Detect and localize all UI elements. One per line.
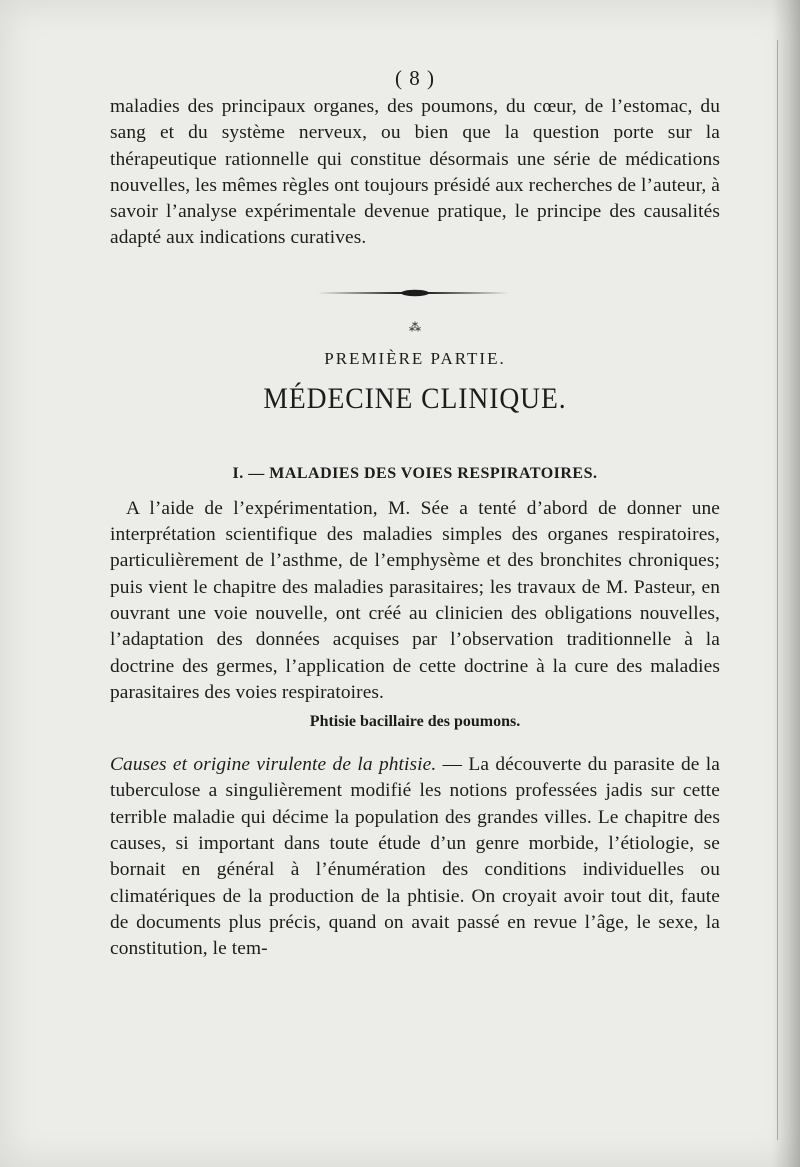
causes-paragraph bbox=[110, 752, 720, 962]
ornamental-rule bbox=[110, 286, 720, 306]
subsection-heading: Phtisie bacillaire des poumons. bbox=[309, 713, 521, 731]
section-paragraph-text: A l’aide de l’expérimentation, M. Sée a tenté d’abord de donner une interprétation scientifique des maladies simples des organes respiratoires, particulièrement de l’asthme, de l’emphysème et des bronchites chroniques; puis vient le chapitre des maladies parasitaires; les travaux de M. Pasteur, en ouvrant une voie nouvelle, ont créé au clinicien des obligations nouvelles, l’adaptation des données acquises par l’observation traditionnelle à la doctrine des germes, l’application de cette doctrine à la cure des maladies parasitaires des voies respiratoires. bbox=[110, 497, 720, 703]
page-edge-line bbox=[777, 40, 778, 1140]
part-heading: PREMIÈRE PARTIE. bbox=[324, 348, 506, 368]
causes-lead-italic: Causes et origine virulente de la phtisie. bbox=[110, 754, 437, 776]
intro-paragraph bbox=[110, 94, 720, 252]
ornament-divider-icon bbox=[315, 286, 515, 300]
section-paragraph bbox=[110, 496, 720, 706]
causes-paragraph-body bbox=[110, 752, 720, 962]
causes-text: — La découverte du parasite de la tuberculose a singulièrement modifié les notions professées jadis sur cette terrible maladie qui décime la population des grandes villes. Le chapitre des causes, si important dans toute étude d’un genre morbide, l’étiologie, se bornait en général à l’énumération des conditions individuelles ou climatériques de la production de la phtisie. On croyait avoir tout dit, faute de documents plus précis, quand on avait passé en revue l’âge, le sexe, la constitution, le tem- bbox=[110, 754, 721, 960]
main-title: MÉDECINE CLINIQUE. bbox=[263, 381, 567, 415]
section-heading: I. — MALADIES DES VOIES RESPIRATOIRES. bbox=[232, 464, 598, 482]
page-content bbox=[110, 62, 720, 963]
intro-paragraph-text: maladies des principaux organes, des poumons, du cœur, de l’estomac, du sang et du système nerveux, ou bien que la question porte sur la thérapeutique rationnelle qui constitue désormais une série de médications nouvelles, les mêmes règles ont toujours présidé aux recherches de l’auteur, à savoir l’analyse expérimentale devenue pratique, le principe des causalités adapté aux indications curatives. bbox=[110, 96, 720, 249]
asterism-glyph: ⁂ bbox=[409, 319, 421, 334]
page-number: ( 8 ) bbox=[395, 66, 435, 90]
